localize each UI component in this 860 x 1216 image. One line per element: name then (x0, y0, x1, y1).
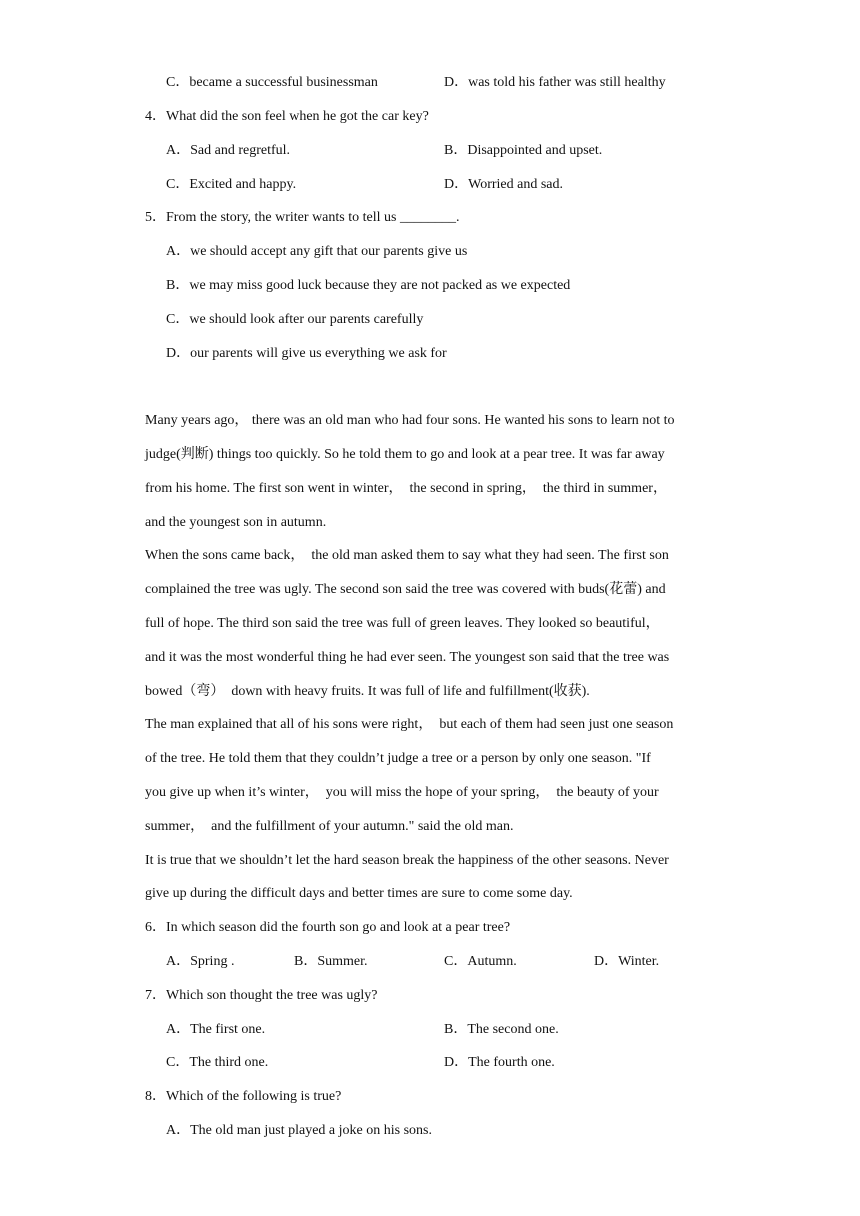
q5-option-d: D．our parents will give us everything we ask for (166, 346, 447, 361)
q6-option-c: C．Autumn. (444, 954, 517, 969)
passage-line: from his home. The first son went in winter， the second in spring， the third in summer， (145, 481, 667, 496)
q3-option-d: D．was told his father was still healthy (444, 75, 666, 90)
q4-option-a: A．Sad and regretful. (166, 143, 291, 158)
passage-line: judge(判断) things too quickly. So he told them to go and look at a pear tree. It was far away (145, 447, 665, 462)
passage-line: you give up when it’s winter， you will miss the hope of your spring， the beauty of your (145, 785, 659, 800)
q4-option-b: B．Disappointed and upset. (444, 143, 603, 158)
q5-question: 5．From the story, the writer wants to tell us ________. (145, 210, 460, 225)
q5-option-b: B．we may miss good luck because they are not packed as we expected (166, 278, 571, 293)
passage-line: and the youngest son in autumn. (145, 515, 327, 530)
passage-line: give up during the difficult days and better times are sure to come some day. (145, 886, 573, 901)
q6-option-b: B．Summer. (294, 954, 368, 969)
passage-line: When the sons came back， the old man asked them to say what they had seen. The first son (145, 548, 669, 563)
q8-question: 8．Which of the following is true? (145, 1089, 342, 1104)
q5-option-c: C．we should look after our parents carefully (166, 312, 424, 327)
passage-line: complained the tree was ugly. The second son said the tree was covered with buds(花蕾) and (145, 582, 666, 597)
q6-option-a: A．Spring . (166, 954, 235, 969)
passage-line: It is true that we shouldn’t let the hard season break the happiness of the other seasons. Never (145, 853, 669, 868)
q6-option-d: D．Winter. (594, 954, 660, 969)
passage-line: summer， and the fulfillment of your autumn." said the old man. (145, 819, 514, 834)
passage-line: Many years ago， there was an old man who had four sons. He wanted his sons to learn not to (145, 413, 675, 428)
q7-option-a: A．The first one. (166, 1022, 266, 1037)
q7-option-c: C．The third one. (166, 1055, 269, 1070)
q3-option-c: C．became a successful businessman (166, 75, 378, 90)
q7-option-b: B．The second one. (444, 1022, 559, 1037)
q7-question: 7．Which son thought the tree was ugly? (145, 988, 378, 1003)
q4-option-d: D．Worried and sad. (444, 177, 564, 192)
q4-option-c: C．Excited and happy. (166, 177, 297, 192)
passage-line: bowed（弯） down with heavy fruits. It was full of life and fulfillment(收获). (145, 684, 590, 699)
q7-option-d: D．The fourth one. (444, 1055, 555, 1070)
q5-option-a: A．we should accept any gift that our parents give us (166, 244, 468, 259)
q8-option-a: A．The old man just played a joke on his sons. (166, 1123, 432, 1138)
q6-question: 6．In which season did the fourth son go and look at a pear tree? (145, 920, 511, 935)
passage-line: and it was the most wonderful thing he had ever seen. The youngest son said that the tree was (145, 650, 670, 665)
passage-line: The man explained that all of his sons were right， but each of them had seen just one season (145, 717, 674, 732)
q4-question: 4．What did the son feel when he got the car key? (145, 109, 429, 124)
passage-line: of the tree. He told them that they couldn’t judge a tree or a person by only one season. "If (145, 751, 651, 766)
passage-line: full of hope. The third son said the tree was full of green leaves. They looked so beautiful， (145, 616, 660, 631)
